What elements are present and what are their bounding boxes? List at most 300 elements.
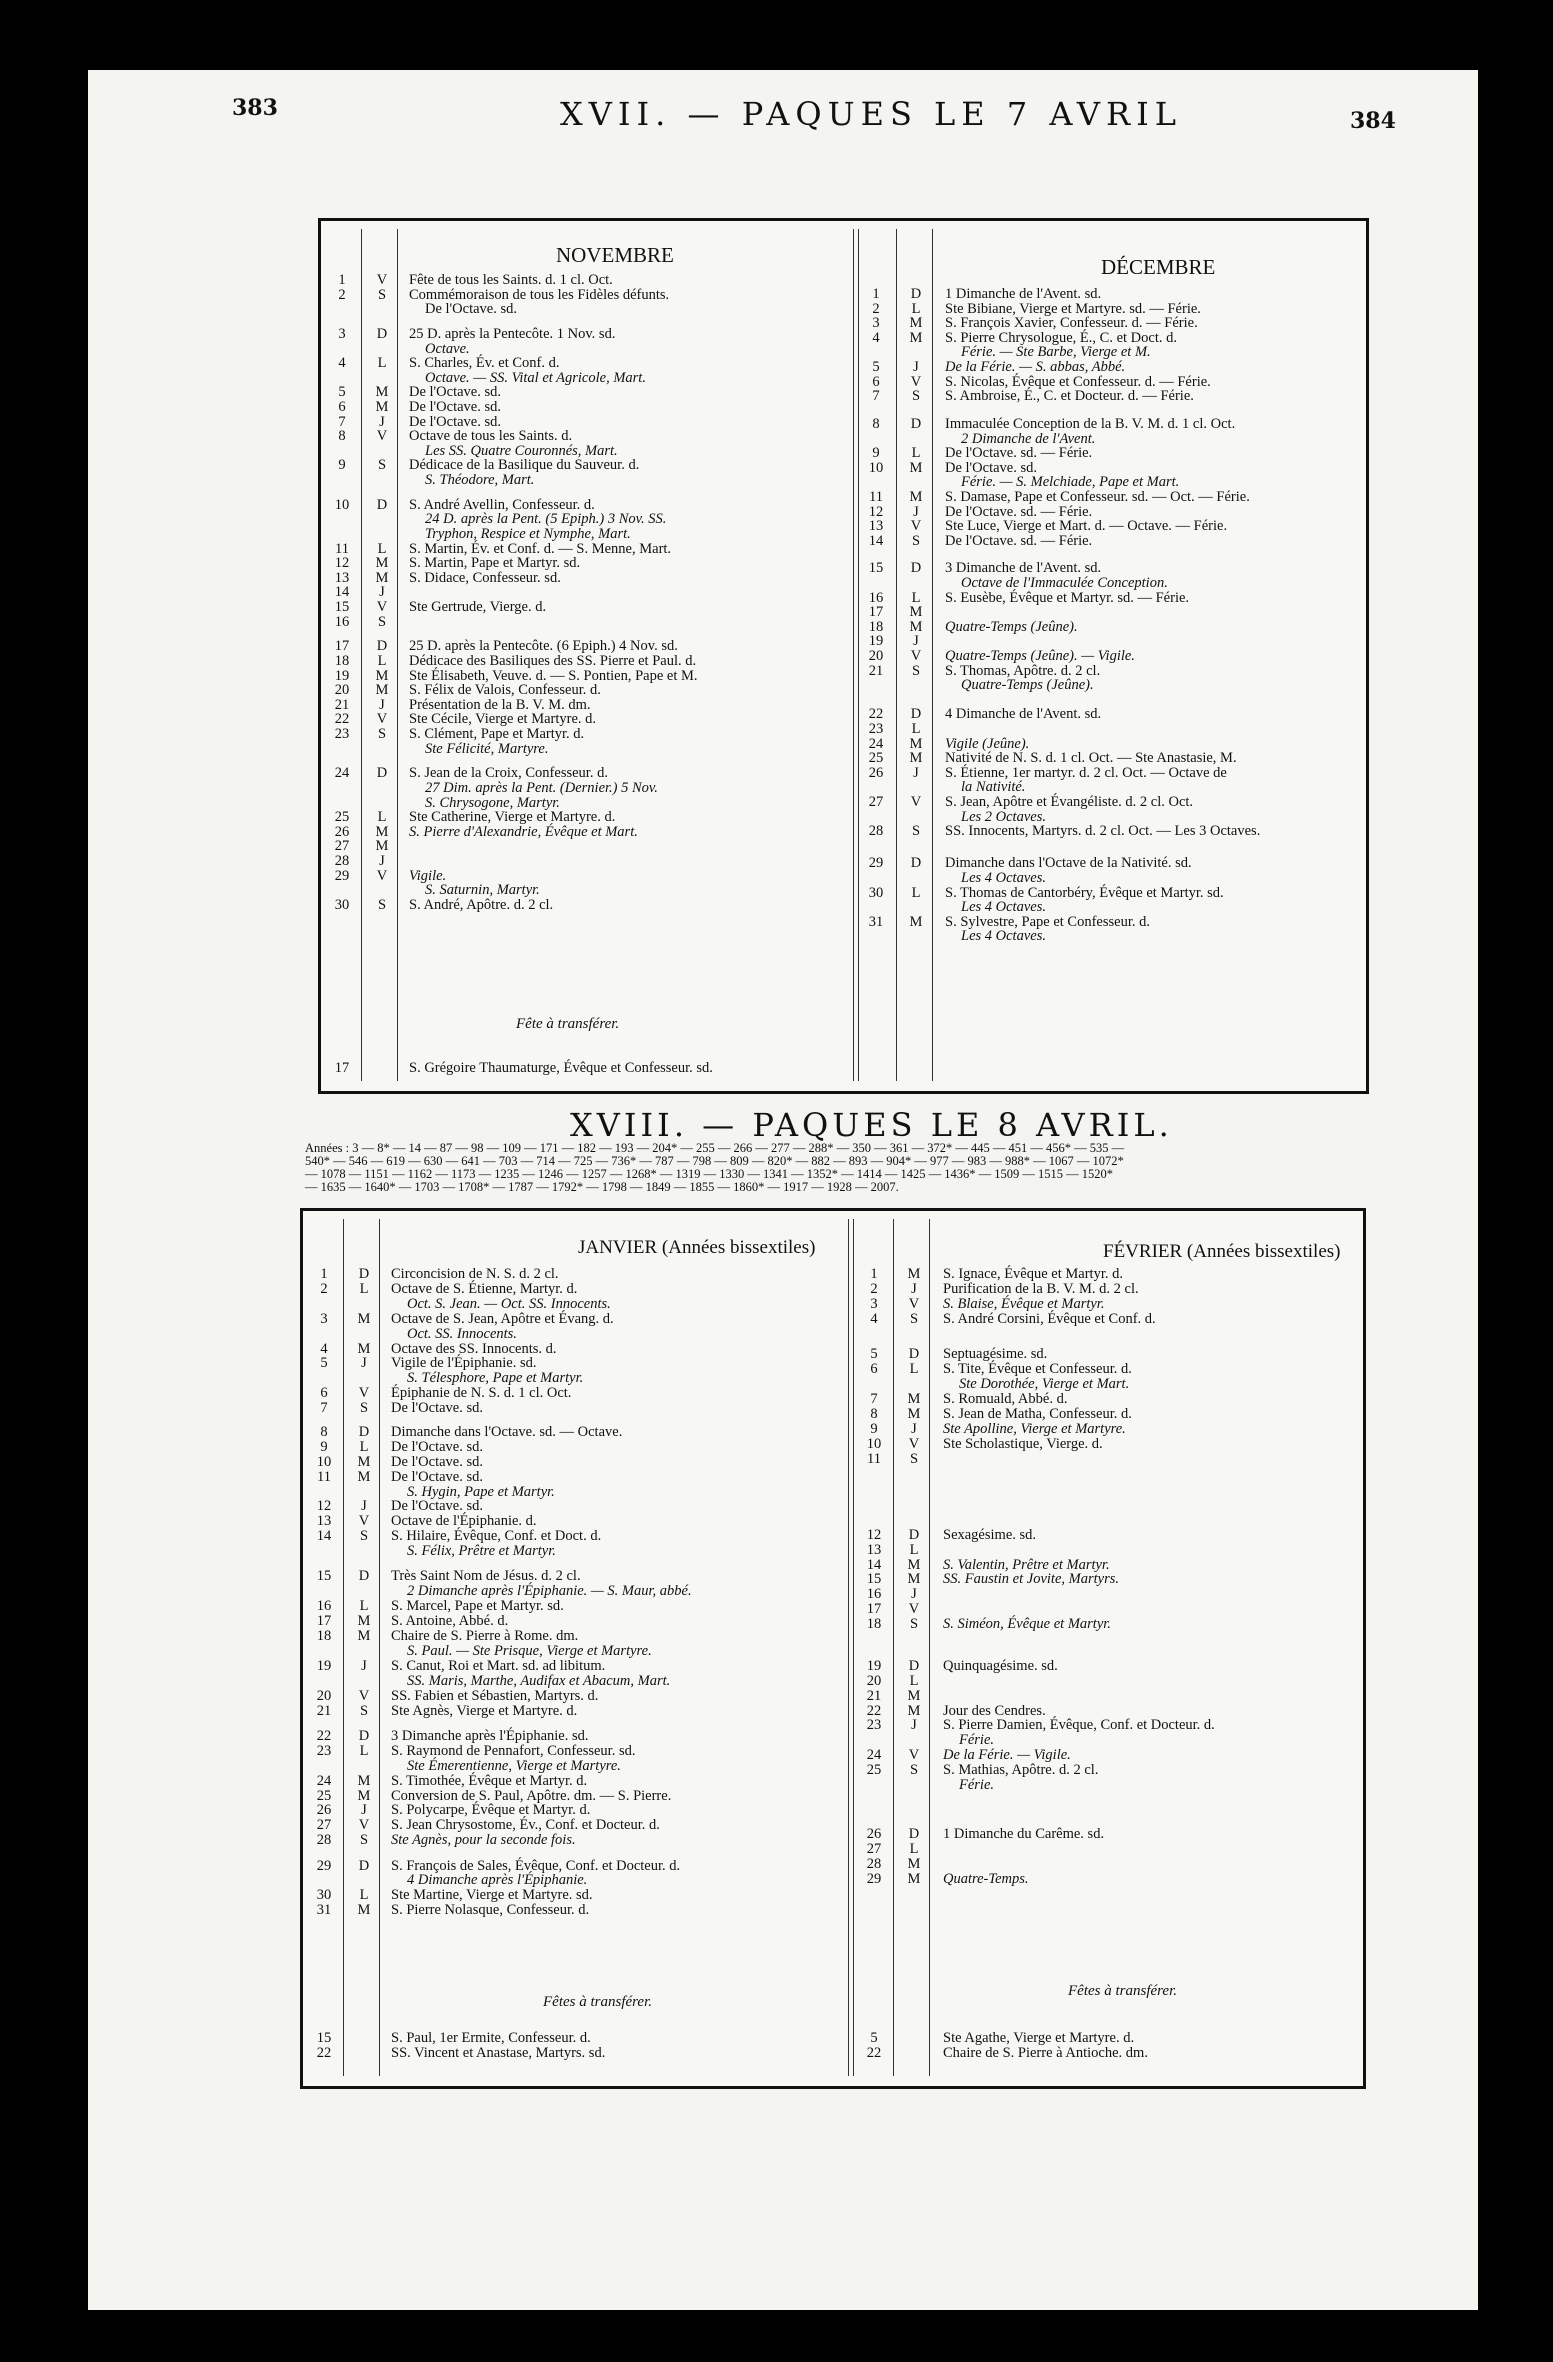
day-number: 7 [320,1400,328,1417]
day-number: 14 [316,1528,332,1545]
weekday-letter: V [376,272,388,288]
feast-text: De l'Octave. sd. [409,399,501,416]
weekday-letter: L [377,809,387,826]
weekday-letter: D [910,855,922,872]
feast-text: 4 Dimanche de l'Avent. sd. [945,706,1102,723]
weekday-letter: S [911,662,921,679]
weekday-letter: M [909,735,923,752]
day-number: 22 [866,2045,882,2061]
weekday-letter: M [357,1628,371,1645]
feast-text: Dédicace des Basiliques des SS. Pierre et Paul. d. [409,653,697,670]
day-number: 13 [868,518,884,535]
feast-text: S. Saturnin, Martyr. [425,882,540,899]
weekday-letter: D [376,326,388,343]
weekday-letter: M [907,1687,921,1704]
weekday-letter: V [908,1601,920,1618]
day-number: 27 [868,794,884,811]
feast-text: Chaire de S. Pierre à Rome. dm. [391,1628,579,1645]
feast-text: S. Chrysogone, Martyr. [425,794,560,811]
day-number: 2 [872,300,880,317]
feast-text: Les 4 Octaves. [961,899,1046,916]
day-number: 23 [316,1742,332,1759]
feast-text: Ste Agathe, Vierge et Martyre. d. [943,2030,1135,2046]
weekday-letter: L [909,1361,919,1378]
annees-line: 540* — 546 — 619 — 630 — 641 — 703 — 714 — 725 — 736* — 787 — 798 — 809 — 820* — 882 — 893 — 904* — 977 — 983 — 988* — 1067 — 1072* [305,1154,1124,1168]
feast-text: Ste Catherine, Vierge et Martyre. d. [409,809,616,826]
weekday-letter: D [910,415,922,432]
day-number: 9 [872,445,880,462]
day-number: 22 [866,1702,882,1719]
weekday-letter: M [909,913,923,930]
day-number: 3 [870,1295,878,1312]
feast-text: Ste Scholastique, Vierge. d. [943,1435,1103,1452]
feast-text: S. Raymond de Pennafort, Confesseur. sd. [391,1742,636,1759]
day-number: 28 [866,1856,882,1873]
day-number: 22 [868,706,884,723]
day-number: 12 [866,1526,882,1543]
feast-text: SS. Faustin et Jovite, Martyrs. [943,1571,1119,1588]
feast-text: De la Férie. — Vigile. [943,1747,1071,1764]
weekday-letter: S [911,388,921,405]
weekday-letter: M [907,1391,921,1408]
day-number: 31 [316,1902,332,1919]
janvier-transfer-label: Fêtes à transférer. [543,1994,653,2010]
annees-line: Années : 3 — 8* — 14 — 87 — 98 — 109 — 171 — 182 — 193 — 204* — 255 — 266 — 277 — 288* — 350 — 361 — 372* — 445 — 451 — 456* — 535 — [305,1141,1125,1155]
weekday-letter: J [913,633,919,650]
weekday-letter: L [377,653,387,670]
weekday-letter: V [376,428,388,445]
feast-text: Quatre-Temps (Jeûne). — Vigile. [945,648,1135,665]
day-number: 8 [872,415,880,432]
feast-text: Les 2 Octaves. [961,808,1046,825]
weekday-letter: V [910,518,922,535]
day-number: 16 [866,1586,882,1603]
feast-text: 1 Dimanche du Carême. sd. [943,1826,1105,1843]
feast-text: S. Paul. — Ste Prisque, Vierge et Martyre. [407,1642,652,1659]
day-number: 28 [334,853,350,870]
weekday-letter: D [358,1857,370,1874]
month-title-decembre: DÉCEMBRE [1101,255,1216,279]
feast-text: Quatre-Temps. [943,1870,1029,1887]
feast-text: S. Didace, Confesseur. sd. [409,569,561,586]
weekday-letter: M [357,1772,371,1789]
weekday-letter: J [379,413,385,430]
day-number: 26 [868,764,884,781]
weekday-letter: V [358,1687,370,1704]
feast-text: S. Jean de Matha, Confesseur. d. [943,1406,1132,1423]
feast-text: Ste Dorothée, Vierge et Mart. [959,1376,1130,1393]
weekday-letter: M [357,1902,371,1919]
day-number: 25 [316,1787,332,1804]
day-number: 8 [320,1423,328,1440]
feast-text: S. Polycarpe, Évêque et Martyr. d. [391,1802,591,1819]
section-title-xvii: XVII. — PAQUES LE 7 AVRIL [560,95,1182,133]
weekday-letter: L [377,540,387,557]
novembre-transfer-label: Fête à transférer. [516,1016,620,1032]
day-number: 2 [338,286,346,303]
weekday-letter: M [375,667,389,684]
weekday-letter: M [907,1856,921,1873]
weekday-letter: V [910,373,922,390]
weekday-letter: S [911,823,921,840]
feast-text: 25 D. après la Pentecôte. (6 Epiph.) 4 Nov. sd. [409,638,678,655]
weekday-letter: D [358,1568,370,1585]
feast-text: S. Ignace, Évêque et Martyr. d. [943,1266,1123,1282]
feast-text: Octave de S. Jean, Apôtre et Évang. d. [391,1310,614,1327]
feast-text: 1 Dimanche de l'Avent. sd. [945,286,1102,302]
weekday-letter: L [359,1742,369,1759]
feast-text: S. Pierre Damien, Évêque, Conf. et Docteur. d. [943,1717,1215,1734]
weekday-letter: S [359,1400,369,1417]
weekday-letter: L [359,1438,369,1455]
feast-text: Les 4 Octaves. [961,870,1046,886]
weekday-letter: M [375,384,389,401]
weekday-letter: S [377,457,387,474]
weekday-letter: J [913,503,919,520]
day-number: 20 [866,1672,882,1689]
weekday-letter: M [907,1702,921,1719]
day-number: 11 [317,1468,331,1485]
day-number: 22 [316,2045,332,2061]
day-number: 31 [868,913,884,930]
day-number: 24 [334,765,350,782]
feast-text: Ste Agnès, pour la seconde fois. [391,1832,576,1849]
weekday-letter: D [910,286,922,302]
weekday-letter: J [911,1586,917,1603]
day-number: 1 [320,1266,328,1282]
feast-text: De l'Octave. sd. [391,1453,483,1470]
feast-text: S. Thomas de Cantorbéry, Évêque et Martyr. sd. [945,884,1224,901]
weekday-letter: V [908,1747,920,1764]
feast-text: Oct. SS. Innocents. [407,1325,517,1342]
feast-text: De l'Octave. sd. [945,459,1037,476]
day-number: 16 [334,613,350,630]
feast-text: S. André, Apôtre. d. 2 cl. [409,896,554,913]
feast-text: S. Nicolas, Évêque et Confesseur. d. — Férie. [945,373,1211,390]
day-number: 11 [869,488,883,505]
weekday-letter: V [910,794,922,811]
day-number: 2 [320,1280,328,1297]
day-number: 12 [868,503,884,520]
day-number: 3 [872,315,880,332]
day-number: 10 [868,459,884,476]
day-number: 23 [334,726,350,743]
day-number: 21 [334,696,350,713]
feast-text: S. Damase, Pape et Confesseur. sd. — Oct. — Férie. [945,488,1250,505]
feast-text: S. François de Sales, Évêque, Conf. et Docteur. d. [391,1857,681,1874]
feast-text: S. Valentin, Prêtre et Martyr. [943,1556,1110,1573]
day-number: 5 [870,2030,878,2046]
feast-text: 2 Dimanche de l'Avent. [961,430,1096,447]
feast-text: S. André Corsini, Évêque et Conf. d. [943,1310,1156,1327]
section-title-xviii: XVIII. — PAQUES LE 8 AVRIL. [570,1106,1173,1144]
feast-text: Sexagésime. sd. [943,1526,1037,1543]
feast-text: SS. Fabien et Sébastien, Martyrs. d. [391,1687,599,1704]
feast-text: Férie. — S. Melchiade, Pape et Mart. [961,474,1180,491]
page-number-right: 384 [1350,108,1396,134]
table-nov-dec [318,218,1369,1094]
feast-text: Septuagésime. sd. [943,1346,1048,1363]
day-number: 20 [316,1687,332,1704]
feast-text: S. Blaise, Évêque et Martyr. [943,1295,1105,1312]
feast-text: S. Jean de la Croix, Confesseur. d. [409,765,608,782]
weekday-letter: S [377,726,387,743]
feast-text: Nativité de N. S. d. 1 cl. Oct. — Ste Anastasie, M. [945,750,1237,767]
weekday-letter: M [907,1571,921,1588]
feast-text: S. Pierre Nolasque, Confesseur. d. [391,1902,590,1919]
feast-text: Férie. — Ste Barbe, Vierge et M. [961,344,1151,361]
day-number: 26 [334,823,350,840]
weekday-letter: V [910,648,922,665]
feast-text: S. Marcel, Pape et Martyr. sd. [391,1598,564,1615]
feast-text: Octave de tous les Saints. d. [409,428,573,445]
feast-text: S. Hygin, Pape et Martyr. [407,1483,555,1500]
weekday-letter: M [909,329,923,346]
weekday-letter: V [358,1385,370,1402]
feast-text: Octave. — SS. Vital et Agricole, Mart. [425,369,646,386]
day-number: 9 [320,1438,328,1455]
feast-text: 3 Dimanche de l'Avent. sd. [945,560,1102,577]
weekday-letter: L [911,721,921,738]
day-number: 28 [316,1832,332,1849]
feast-text: Purification de la B. V. M. d. 2 cl. [943,1280,1139,1297]
feast-text: S. Mathias, Apôtre. d. 2 cl. [943,1762,1099,1779]
feast-text: De l'Octave. sd. [391,1438,483,1455]
feast-text: S. Martin, Pape et Martyr. sd. [409,555,581,572]
weekday-letter: M [357,1468,371,1485]
weekday-letter: M [909,459,923,476]
weekday-letter: J [379,696,385,713]
day-number: 9 [338,457,346,474]
weekday-letter: M [357,1613,371,1630]
day-number: 27 [334,838,350,855]
weekday-letter: J [911,1420,917,1437]
feast-text: S. Thomas, Apôtre. d. 2 cl. [945,662,1101,679]
feast-text: Dédicace de la Basilique du Sauveur. d. [409,457,640,474]
day-number: 24 [868,735,884,752]
day-number: 29 [868,855,884,872]
weekday-letter: D [358,1423,370,1440]
feast-text: Conversion de S. Paul, Apôtre. dm. — S. Pierre. [391,1787,672,1804]
feast-text: S. Pierre d'Alexandrie, Évêque et Mart. [409,823,638,840]
weekday-letter: D [910,560,922,577]
weekday-letter: D [376,638,388,655]
weekday-letter: J [361,1802,367,1819]
day-number: 11 [335,540,349,557]
feast-text: De l'Octave. sd. [409,384,501,401]
day-number: 17 [334,1060,350,1076]
feast-text: Ste Cécile, Vierge et Martyre. d. [409,711,597,728]
weekday-letter: L [377,355,387,372]
feast-text: Octave des SS. Innocents. d. [391,1340,557,1357]
feast-text: Vigile. [409,867,447,884]
feast-text: Présentation de la B. V. M. dm. [409,696,591,713]
day-number: 6 [338,399,346,416]
feast-text: S. Timothée, Évêque et Martyr. d. [391,1772,588,1789]
feast-text: la Nativité. [961,779,1026,796]
feast-text: S. Félix, Prêtre et Martyr. [407,1543,556,1560]
day-number: 4 [338,355,346,372]
weekday-letter: M [907,1870,921,1887]
feast-text: Ste Agnès, Vierge et Martyre. d. [391,1702,578,1719]
weekday-letter: J [379,584,385,601]
feast-text: S. Jean Chrysostome, Év., Conf. et Docteur. d. [391,1817,660,1834]
feast-text: Chaire de S. Pierre à Antioche. dm. [943,2045,1148,2061]
weekday-letter: L [911,445,921,462]
day-number: 25 [334,809,350,826]
day-number: 5 [870,1346,878,1363]
weekday-letter: D [376,496,388,513]
weekday-letter: S [359,1702,369,1719]
weekday-letter: S [359,1832,369,1849]
day-number: 4 [320,1340,328,1357]
feast-text: Circoncision de N. S. d. 2 cl. [391,1266,559,1282]
month-title-novembre: NOVEMBRE [556,243,674,267]
day-number: 19 [334,667,350,684]
day-number: 8 [870,1406,878,1423]
day-number: 21 [316,1702,332,1719]
feast-text: S. Canut, Roi et Mart. sd. ad libitum. [391,1657,606,1674]
weekday-letter: S [377,896,387,913]
day-number: 27 [316,1817,332,1834]
day-number: 14 [334,584,350,601]
day-number: 26 [866,1826,882,1843]
day-number: 15 [866,1571,882,1588]
weekday-letter: J [911,1280,917,1297]
feast-text: S. Tite, Évêque et Confesseur. d. [943,1361,1132,1378]
feast-text: SS. Maris, Marthe, Audifax et Abacum, Mart. [407,1672,671,1689]
day-number: 7 [872,388,880,405]
feast-text: S. Théodore, Mart. [425,472,535,489]
fevrier-transfer-label: Fêtes à transférer. [1068,1983,1178,1999]
month-title-fevrier: FÉVRIER (Années bissextiles) [1103,1241,1341,1262]
day-number: 17 [868,604,884,621]
day-number: 4 [872,329,880,346]
weekday-letter: S [909,1310,919,1327]
weekday-letter: J [911,1717,917,1734]
weekday-letter: D [376,765,388,782]
weekday-letter: M [375,823,389,840]
day-number: 22 [316,1727,332,1744]
day-number: 21 [866,1687,882,1704]
day-number: 25 [866,1762,882,1779]
weekday-letter: L [909,1672,919,1689]
feast-text: Vigile de l'Épiphanie. sd. [391,1355,537,1372]
feast-text: SS. Innocents, Martyrs. d. 2 cl. Oct. — Les 3 Octaves. [945,823,1261,840]
feast-text: Ste Martine, Vierge et Martyre. sd. [391,1887,593,1904]
weekday-letter: L [359,1280,369,1297]
feast-text: Ste Luce, Vierge et Mart. d. — Octave. — Férie. [945,518,1228,535]
day-number: 24 [316,1772,332,1789]
weekday-letter: J [913,764,919,781]
feast-text: Férie. [959,1777,995,1794]
weekday-letter: M [375,682,389,699]
weekday-letter: J [379,853,385,870]
feast-text: De l'Octave. sd. — Férie. [945,532,1093,549]
weekday-letter: L [911,589,921,606]
feast-text: Immaculée Conception de la B. V. M. d. 1 cl. Oct. [945,415,1236,432]
feast-text: Très Saint Nom de Jésus. d. 2 cl. [391,1568,581,1585]
weekday-letter: L [359,1887,369,1904]
day-number: 7 [870,1391,878,1408]
feast-text: Les SS. Quatre Couronnés, Mart. [425,442,618,459]
weekday-letter: J [913,359,919,375]
day-number: 1 [338,272,346,288]
weekday-letter: D [358,1727,370,1744]
annees-line: — 1078 — 1151 — 1162 — 1173 — 1235 — 1246 — 1257 — 1268* — 1319 — 1330 — 1341 — 1352* — 1414 — 1425 — 1436* — 1509 — 1515 — 1520* [305,1167,1113,1181]
day-number: 10 [316,1453,332,1470]
day-number: 30 [334,896,350,913]
feast-text: S. Siméon, Évêque et Martyr. [943,1616,1111,1633]
day-number: 17 [866,1601,882,1618]
weekday-letter: M [909,604,923,621]
feast-text: De l'Octave. sd. [391,1498,483,1515]
day-number: 18 [868,618,884,635]
weekday-letter: D [358,1266,370,1282]
feast-text: SS. Vincent et Anastase, Martyrs. sd. [391,2045,606,2061]
feast-text: 3 Dimanche après l'Épiphanie. sd. [391,1727,589,1744]
feast-text: Octave de S. Étienne, Martyr. d. [391,1280,578,1297]
weekday-letter: D [910,706,922,723]
weekday-letter: M [375,569,389,586]
day-number: 6 [320,1385,328,1402]
day-number: 28 [868,823,884,840]
feast-text: De l'Octave. sd. — Férie. [945,503,1093,520]
feast-text: S. Antoine, Abbé. d. [391,1613,509,1630]
feast-text: Les 4 Octaves. [961,928,1046,945]
weekday-letter: V [358,1513,370,1530]
day-number: 15 [334,599,350,616]
month-title-janvier: JANVIER (Années bissextiles) [578,1237,816,1258]
day-number: 5 [872,359,880,375]
feast-text: S. André Avellin, Confesseur. d. [409,496,595,513]
day-number: 3 [338,326,346,343]
day-number: 9 [870,1420,878,1437]
day-number: 7 [338,413,346,430]
weekday-letter: V [908,1435,920,1452]
day-number: 13 [334,569,350,586]
day-number: 19 [316,1657,332,1674]
day-number: 21 [868,662,884,679]
day-number: 25 [868,750,884,767]
feast-text: S. François Xavier, Confesseur. d. — Férie. [945,315,1198,332]
day-number: 13 [316,1513,332,1530]
annees-line: — 1635 — 1640* — 1703 — 1708* — 1787 — 1792* — 1798 — 1849 — 1855 — 1860* — 1917 — 1928 — 2007. [305,1180,899,1194]
day-number: 2 [870,1280,878,1297]
day-number: 19 [868,633,884,650]
feast-text: S. Jean, Apôtre et Évangéliste. d. 2 cl. Oct. [945,794,1194,811]
weekday-letter: S [909,1762,919,1779]
feast-text: 4 Dimanche après l'Épiphanie. [407,1872,588,1889]
feast-text: De la Férie. — S. abbas, Abbé. [945,359,1126,375]
weekday-letter: M [375,399,389,416]
feast-text: De l'Octave. sd. [425,301,517,318]
feast-text: S. Hilaire, Évêque, Conf. et Doct. d. [391,1528,602,1545]
weekday-letter: S [359,1528,369,1545]
feast-text: Férie. [959,1732,995,1749]
feast-text: Jour des Cendres. [943,1702,1046,1719]
feast-text: Tryphon, Respice et Nymphe, Mart. [425,526,631,543]
weekday-letter: V [376,599,388,616]
day-number: 27 [866,1841,882,1858]
weekday-letter: M [375,838,389,855]
day-number: 1 [872,286,880,302]
weekday-letter: V [376,711,388,728]
weekday-letter: L [909,1541,919,1558]
weekday-letter: L [909,1841,919,1858]
feast-text: De l'Octave. sd. [391,1468,483,1485]
day-number: 23 [868,721,884,738]
